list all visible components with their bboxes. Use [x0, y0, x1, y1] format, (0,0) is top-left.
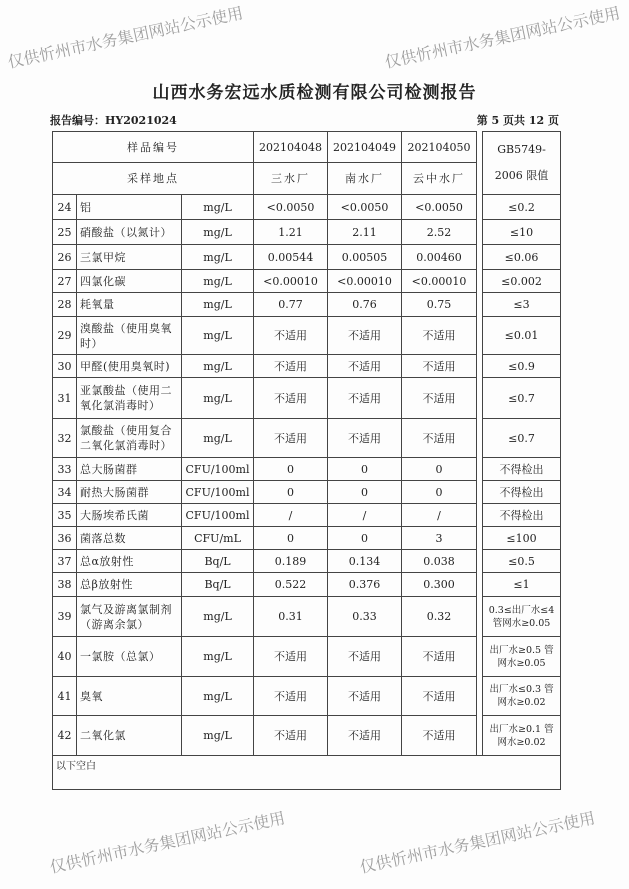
- page-number: 第 5 页共 12 页: [476, 114, 559, 127]
- unit: mg/L: [182, 355, 254, 378]
- watermark: 仅供忻州市水务集团网站公示使用: [48, 808, 287, 877]
- result-value: 不适用: [254, 355, 328, 378]
- result-value: <0.00010: [402, 270, 477, 293]
- sample-no: 202104048: [254, 132, 328, 163]
- item-name: 氯酸盐（使用复合二氧化氯消毒时）: [77, 419, 182, 458]
- result-value: 不适用: [402, 637, 477, 677]
- footer-row: [53, 756, 561, 790]
- unit: mg/L: [182, 317, 254, 355]
- limit-value: 不得检出: [483, 504, 561, 527]
- row-number: 38: [53, 573, 77, 597]
- result-value: 0: [328, 458, 402, 481]
- sample-no: 202104049: [328, 132, 402, 163]
- item-name: 耐热大肠菌群: [77, 481, 182, 504]
- result-value: 0: [402, 481, 477, 504]
- result-value: 0: [254, 527, 328, 550]
- sample-no-label: 样品编号: [53, 132, 254, 163]
- result-value: 0: [254, 458, 328, 481]
- table-row: [53, 637, 561, 677]
- item-name: 四氯化碳: [77, 270, 182, 293]
- limit-value: 不得检出: [483, 458, 561, 481]
- watermark: 仅供忻州市水务集团网站公示使用: [358, 808, 597, 877]
- footer-note: 以下空白: [53, 756, 561, 790]
- row-number: 40: [53, 637, 77, 677]
- row-number: 31: [53, 378, 77, 419]
- unit: mg/L: [182, 293, 254, 317]
- result-value: 0.134: [328, 550, 402, 573]
- limit-value: ≤0.9: [483, 355, 561, 378]
- item-name: 溴酸盐（使用臭氧时）: [77, 317, 182, 355]
- sample-no: 202104050: [402, 132, 477, 163]
- unit: mg/L: [182, 220, 254, 245]
- sample-site: 南水厂: [328, 163, 402, 195]
- result-value: 0.00460: [402, 245, 477, 270]
- result-value: 不适用: [328, 716, 402, 756]
- unit: CFU/100ml: [182, 504, 254, 527]
- result-value: <0.00010: [328, 270, 402, 293]
- unit: CFU/100ml: [182, 458, 254, 481]
- row-number: 26: [53, 245, 77, 270]
- limit-value: 出厂水≤0.3 管网水≥0.02: [483, 677, 561, 716]
- unit: CFU/100ml: [182, 481, 254, 504]
- unit: mg/L: [182, 677, 254, 716]
- row-number: 24: [53, 195, 77, 220]
- result-value: 0.376: [328, 573, 402, 597]
- result-value: 不适用: [328, 355, 402, 378]
- result-value: 0.77: [254, 293, 328, 317]
- unit: mg/L: [182, 245, 254, 270]
- item-name: 氯气及游离氯制剂（游离余氯）: [77, 597, 182, 637]
- report-title: 山西水务宏远水质检测有限公司检测报告: [152, 83, 477, 103]
- table-row: [53, 458, 561, 481]
- table-row: [53, 245, 561, 270]
- result-value: 0.33: [328, 597, 402, 637]
- table-row: [53, 293, 561, 317]
- result-value: 0.32: [402, 597, 477, 637]
- result-value: 不适用: [254, 419, 328, 458]
- result-value: 1.21: [254, 220, 328, 245]
- limit-value: ≤0.2: [483, 195, 561, 220]
- item-name: 总大肠菌群: [77, 458, 182, 481]
- unit: mg/L: [182, 637, 254, 677]
- table-row: [53, 270, 561, 293]
- table-row: [53, 573, 561, 597]
- limit-value: ≤0.7: [483, 419, 561, 458]
- result-value: 0: [402, 458, 477, 481]
- result-value: 不适用: [402, 378, 477, 419]
- table-row: [53, 378, 561, 419]
- limit-value: ≤100: [483, 527, 561, 550]
- result-value: 0.76: [328, 293, 402, 317]
- limit-value: ≤0.06: [483, 245, 561, 270]
- limit-value: ≤10: [483, 220, 561, 245]
- result-value: 不适用: [328, 317, 402, 355]
- result-value: /: [328, 504, 402, 527]
- unit: Bq/L: [182, 550, 254, 573]
- limit-value: ≤0.01: [483, 317, 561, 355]
- limit-value: ≤0.7: [483, 378, 561, 419]
- table-row: [53, 527, 561, 550]
- result-value: 不适用: [328, 677, 402, 716]
- limit-value: 不得检出: [483, 481, 561, 504]
- result-value: 0: [254, 481, 328, 504]
- row-number: 39: [53, 597, 77, 637]
- limit-value: ≤0.5: [483, 550, 561, 573]
- row-number: 27: [53, 270, 77, 293]
- limit-value: 出厂水≥0.5 管网水≥0.05: [483, 637, 561, 677]
- item-name: 臭氧: [77, 677, 182, 716]
- row-number: 34: [53, 481, 77, 504]
- limit-value: 出厂水≥0.1 管网水≥0.02: [483, 716, 561, 756]
- result-value: 不适用: [254, 378, 328, 419]
- table-row: [53, 220, 561, 245]
- unit: CFU/mL: [182, 527, 254, 550]
- item-name: 二氧化氯: [77, 716, 182, 756]
- watermark: 仅供忻州市水务集团网站公示使用: [383, 3, 622, 72]
- result-value: 不适用: [328, 637, 402, 677]
- table-row: [53, 195, 561, 220]
- result-value: 0.300: [402, 573, 477, 597]
- item-name: 一氯胺（总氯）: [77, 637, 182, 677]
- limit-value: 0.3≤出厂水≤4 管网水≥0.05: [483, 597, 561, 637]
- unit: mg/L: [182, 597, 254, 637]
- result-value: 不适用: [254, 317, 328, 355]
- result-value: 不适用: [328, 378, 402, 419]
- result-value: 不适用: [402, 419, 477, 458]
- result-value: 不适用: [402, 677, 477, 716]
- result-value: 0.00544: [254, 245, 328, 270]
- item-name: 大肠埃希氏菌: [77, 504, 182, 527]
- item-name: 三氯甲烷: [77, 245, 182, 270]
- unit: mg/L: [182, 270, 254, 293]
- table-row: [53, 597, 561, 637]
- item-name: 亚氯酸盐（使用二氧化氯消毒时）: [77, 378, 182, 419]
- result-value: 不适用: [328, 419, 402, 458]
- unit: mg/L: [182, 716, 254, 756]
- result-value: 0.00505: [328, 245, 402, 270]
- result-value: <0.0050: [402, 195, 477, 220]
- result-value: 不适用: [402, 317, 477, 355]
- row-number: 37: [53, 550, 77, 573]
- result-value: 0.75: [402, 293, 477, 317]
- table-row: [53, 550, 561, 573]
- result-value: /: [254, 504, 328, 527]
- table-row: [53, 716, 561, 756]
- result-value: 0.31: [254, 597, 328, 637]
- item-name: 耗氧量: [77, 293, 182, 317]
- result-value: 2.11: [328, 220, 402, 245]
- table-row: [53, 677, 561, 716]
- result-value: <0.00010: [254, 270, 328, 293]
- table-row: [53, 317, 561, 355]
- unit: mg/L: [182, 378, 254, 419]
- row-number: 35: [53, 504, 77, 527]
- unit: mg/L: [182, 195, 254, 220]
- row-number: 33: [53, 458, 77, 481]
- table-row: [53, 419, 561, 458]
- table-row: [53, 355, 561, 378]
- limit-value: ≤0.002: [483, 270, 561, 293]
- row-number: 41: [53, 677, 77, 716]
- result-value: 0.522: [254, 573, 328, 597]
- row-number: 36: [53, 527, 77, 550]
- result-value: 3: [402, 527, 477, 550]
- result-value: 不适用: [402, 355, 477, 378]
- result-value: <0.0050: [254, 195, 328, 220]
- site-label: 采样地点: [53, 163, 254, 195]
- unit: mg/L: [182, 419, 254, 458]
- result-value: 2.52: [402, 220, 477, 245]
- row-number: 32: [53, 419, 77, 458]
- result-value: <0.0050: [328, 195, 402, 220]
- item-name: 总α放射性: [77, 550, 182, 573]
- limit-value: ≤1: [483, 573, 561, 597]
- item-name: 甲醛(使用臭氧时): [77, 355, 182, 378]
- header-row-sample-no: [53, 132, 561, 163]
- item-name: 硝酸盐（以氮计）: [77, 220, 182, 245]
- watermark: 仅供忻州市水务集团网站公示使用: [6, 3, 245, 72]
- sample-site: 三水厂: [254, 163, 328, 195]
- unit: Bq/L: [182, 573, 254, 597]
- item-name: 菌落总数: [77, 527, 182, 550]
- result-value: /: [402, 504, 477, 527]
- table-row: [53, 481, 561, 504]
- result-value: 不适用: [402, 716, 477, 756]
- item-name: 铝: [77, 195, 182, 220]
- row-number: 29: [53, 317, 77, 355]
- result-value: 0.189: [254, 550, 328, 573]
- report-number: 报告编号：HY2021024: [50, 114, 177, 127]
- row-number: 25: [53, 220, 77, 245]
- row-number: 28: [53, 293, 77, 317]
- row-number: 42: [53, 716, 77, 756]
- result-value: 0: [328, 527, 402, 550]
- result-value: 不适用: [254, 716, 328, 756]
- table-row: [53, 504, 561, 527]
- row-number: 30: [53, 355, 77, 378]
- sample-site: 云中水厂: [402, 163, 477, 195]
- item-name: 总β放射性: [77, 573, 182, 597]
- limit-header: GB5749-2006 限值: [483, 132, 561, 195]
- result-value: 0.038: [402, 550, 477, 573]
- limit-value: ≤3: [483, 293, 561, 317]
- result-value: 不适用: [254, 677, 328, 716]
- result-value: 不适用: [254, 637, 328, 677]
- results-table: [52, 131, 561, 790]
- result-value: 0: [328, 481, 402, 504]
